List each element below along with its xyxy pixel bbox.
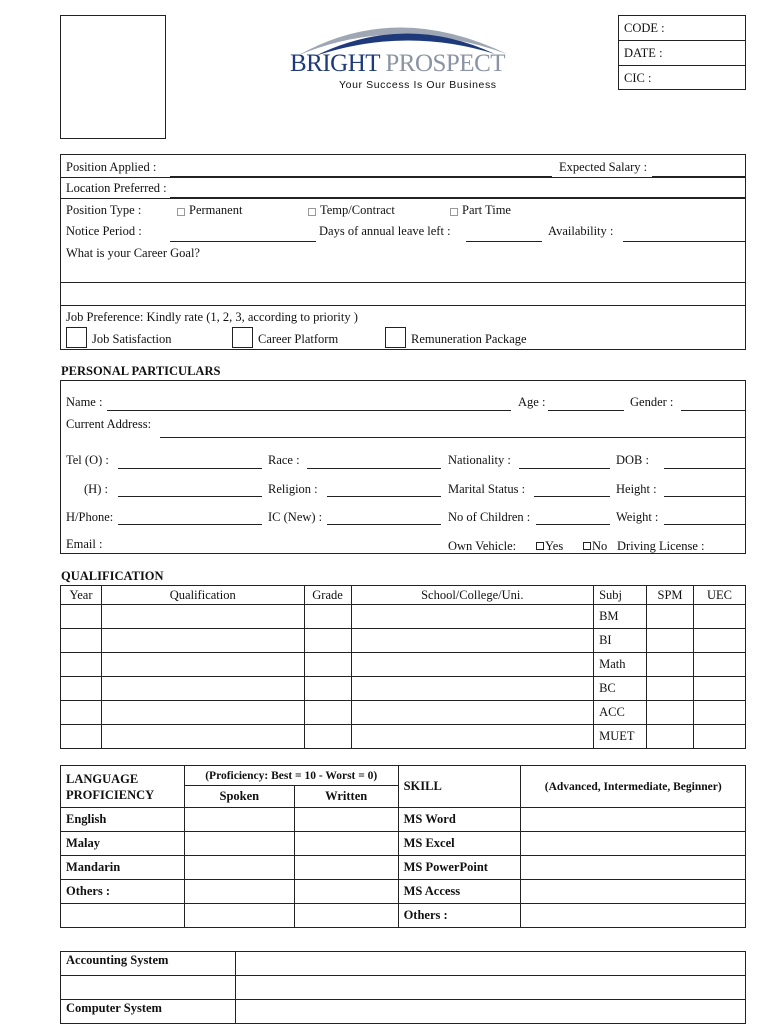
remuneration-label: Remuneration Package	[411, 332, 527, 346]
own-vehicle-label: Own Vehicle:	[448, 539, 517, 553]
table-row	[61, 832, 746, 856]
language-cell: Mandarin	[61, 856, 185, 880]
photo-box	[60, 15, 166, 139]
table-row	[61, 904, 746, 928]
dob-field[interactable]	[664, 468, 746, 469]
race-field[interactable]	[307, 468, 441, 469]
cic-label: CIC :	[624, 71, 652, 85]
vehicle-no-checkbox[interactable]	[583, 542, 591, 550]
vehicle-no-label: No	[592, 539, 608, 553]
proficiency-scale-header: (Proficiency: Best = 10 - Worst = 0)	[184, 766, 398, 786]
gender-label: Gender :	[630, 395, 674, 409]
table-row	[61, 701, 746, 725]
language-proficiency-header: LANGUAGE PROFICIENCY	[61, 766, 185, 808]
spm-header: SPM	[647, 586, 694, 605]
table-row	[61, 808, 746, 832]
table-row	[61, 856, 746, 880]
notice-period-label: Notice Period :	[66, 224, 142, 238]
qualification-table	[60, 585, 746, 749]
part-time-checkbox[interactable]	[450, 208, 458, 216]
language-cell: English	[61, 808, 185, 832]
current-address-field[interactable]	[160, 437, 746, 438]
hphone-field[interactable]	[118, 524, 262, 525]
height-field[interactable]	[664, 496, 746, 497]
written-header: Written	[294, 786, 398, 808]
language-cell[interactable]	[61, 904, 185, 928]
nationality-label: Nationality :	[448, 453, 511, 467]
skill-cell: MS Excel	[398, 832, 521, 856]
dob-label: DOB :	[616, 453, 649, 467]
permanent-label: Permanent	[189, 203, 243, 217]
computer-system-label: Computer System	[61, 1000, 236, 1024]
job-satisfaction-rank-box[interactable]	[66, 327, 87, 348]
nationality-field[interactable]	[519, 468, 610, 469]
language-cell: Malay	[61, 832, 185, 856]
age-field[interactable]	[548, 410, 624, 411]
race-label: Race :	[268, 453, 300, 467]
table-row	[61, 880, 746, 904]
table-row	[61, 677, 746, 701]
weight-field[interactable]	[664, 524, 746, 525]
position-applied-label: Position Applied :	[66, 160, 157, 174]
computer-system-field[interactable]	[235, 1000, 745, 1024]
qualification-heading: QUALIFICATION	[61, 569, 164, 583]
language-cell: Others :	[61, 880, 185, 904]
hphone-label: H/Phone:	[66, 510, 114, 524]
height-label: Height :	[616, 482, 657, 496]
qualification-header: Qualification	[101, 586, 304, 605]
annual-leave-field[interactable]	[466, 241, 542, 242]
email-label: Email :	[66, 537, 103, 551]
vehicle-yes-checkbox[interactable]	[536, 542, 544, 550]
gender-field[interactable]	[681, 410, 746, 411]
notice-period-field[interactable]	[170, 241, 316, 242]
temp-contract-checkbox[interactable]	[308, 208, 316, 216]
position-type-label: Position Type :	[66, 203, 142, 217]
uec-header: UEC	[694, 586, 746, 605]
systems-table	[60, 951, 746, 1024]
subject-cell: Math	[594, 653, 647, 677]
location-preferred-label: Location Preferred :	[66, 181, 167, 195]
age-label: Age :	[518, 395, 546, 409]
name-field[interactable]	[107, 410, 511, 411]
tel-office-label: Tel (O) :	[66, 453, 109, 467]
temp-contract-label: Temp/Contract	[320, 203, 395, 217]
skill-cell: Others :	[398, 904, 521, 928]
religion-label: Religion :	[268, 482, 318, 496]
subject-cell: MUET	[594, 725, 647, 749]
table-row	[61, 629, 746, 653]
table-row	[61, 605, 746, 629]
remuneration-rank-box[interactable]	[385, 327, 406, 348]
skill-scale-header: (Advanced, Intermediate, Beginner)	[521, 766, 746, 808]
job-satisfaction-label: Job Satisfaction	[92, 332, 172, 346]
brand-prospect: PROSPECT	[385, 50, 506, 77]
skill-cell: MS Access	[398, 880, 521, 904]
marital-status-label: Marital Status :	[448, 482, 526, 496]
subject-cell: ACC	[594, 701, 647, 725]
logo-tagline: Your Success Is Our Business	[339, 79, 497, 91]
subject-cell: BM	[594, 605, 647, 629]
language-skill-table	[60, 765, 746, 928]
permanent-checkbox[interactable]	[177, 208, 185, 216]
career-platform-rank-box[interactable]	[232, 327, 253, 348]
current-address-label: Current Address:	[66, 417, 152, 431]
grade-header: Grade	[304, 586, 351, 605]
availability-label: Availability :	[548, 224, 614, 238]
subject-cell: BI	[594, 629, 647, 653]
brand-bright: BRIGHT	[290, 50, 380, 77]
driving-license-label: Driving License :	[617, 539, 705, 553]
logo	[285, 12, 515, 92]
part-time-label: Part Time	[462, 203, 511, 217]
marital-status-field[interactable]	[534, 496, 610, 497]
skill-cell: MS PowerPoint	[398, 856, 521, 880]
career-goal-label: What is your Career Goal?	[66, 246, 200, 260]
accounting-system-field[interactable]	[235, 952, 745, 976]
subj-header: Subj	[594, 586, 647, 605]
job-preference-label: Job Preference: Kindly rate (1, 2, 3, according to priority )	[66, 310, 358, 324]
children-label: No of Children :	[448, 510, 531, 524]
annual-leave-label: Days of annual leave left :	[319, 224, 451, 238]
name-label: Name :	[66, 395, 103, 409]
children-field[interactable]	[536, 524, 610, 525]
career-platform-label: Career Platform	[258, 332, 339, 346]
accounting-system-label: Accounting System	[61, 952, 236, 976]
vehicle-yes-label: Yes	[545, 539, 564, 553]
date-label: DATE :	[624, 46, 663, 60]
tel-office-field[interactable]	[118, 468, 262, 469]
school-header: School/College/Uni.	[351, 586, 594, 605]
code-label: CODE :	[624, 21, 665, 35]
personal-particulars-heading: PERSONAL PARTICULARS	[61, 364, 221, 378]
skill-cell: MS Word	[398, 808, 521, 832]
expected-salary-label: Expected Salary :	[559, 160, 648, 174]
tel-home-label: (H) :	[84, 482, 108, 496]
ic-field[interactable]	[327, 524, 441, 525]
tel-home-field[interactable]	[118, 496, 262, 497]
weight-label: Weight :	[616, 510, 659, 524]
ic-label: IC (New) :	[268, 510, 323, 524]
table-row	[61, 653, 746, 677]
table-row	[61, 725, 746, 749]
availability-field[interactable]	[623, 241, 746, 242]
religion-field[interactable]	[327, 496, 441, 497]
skill-header: SKILL	[398, 766, 521, 808]
subject-cell: BC	[594, 677, 647, 701]
year-header: Year	[61, 586, 102, 605]
spoken-header: Spoken	[184, 786, 294, 808]
